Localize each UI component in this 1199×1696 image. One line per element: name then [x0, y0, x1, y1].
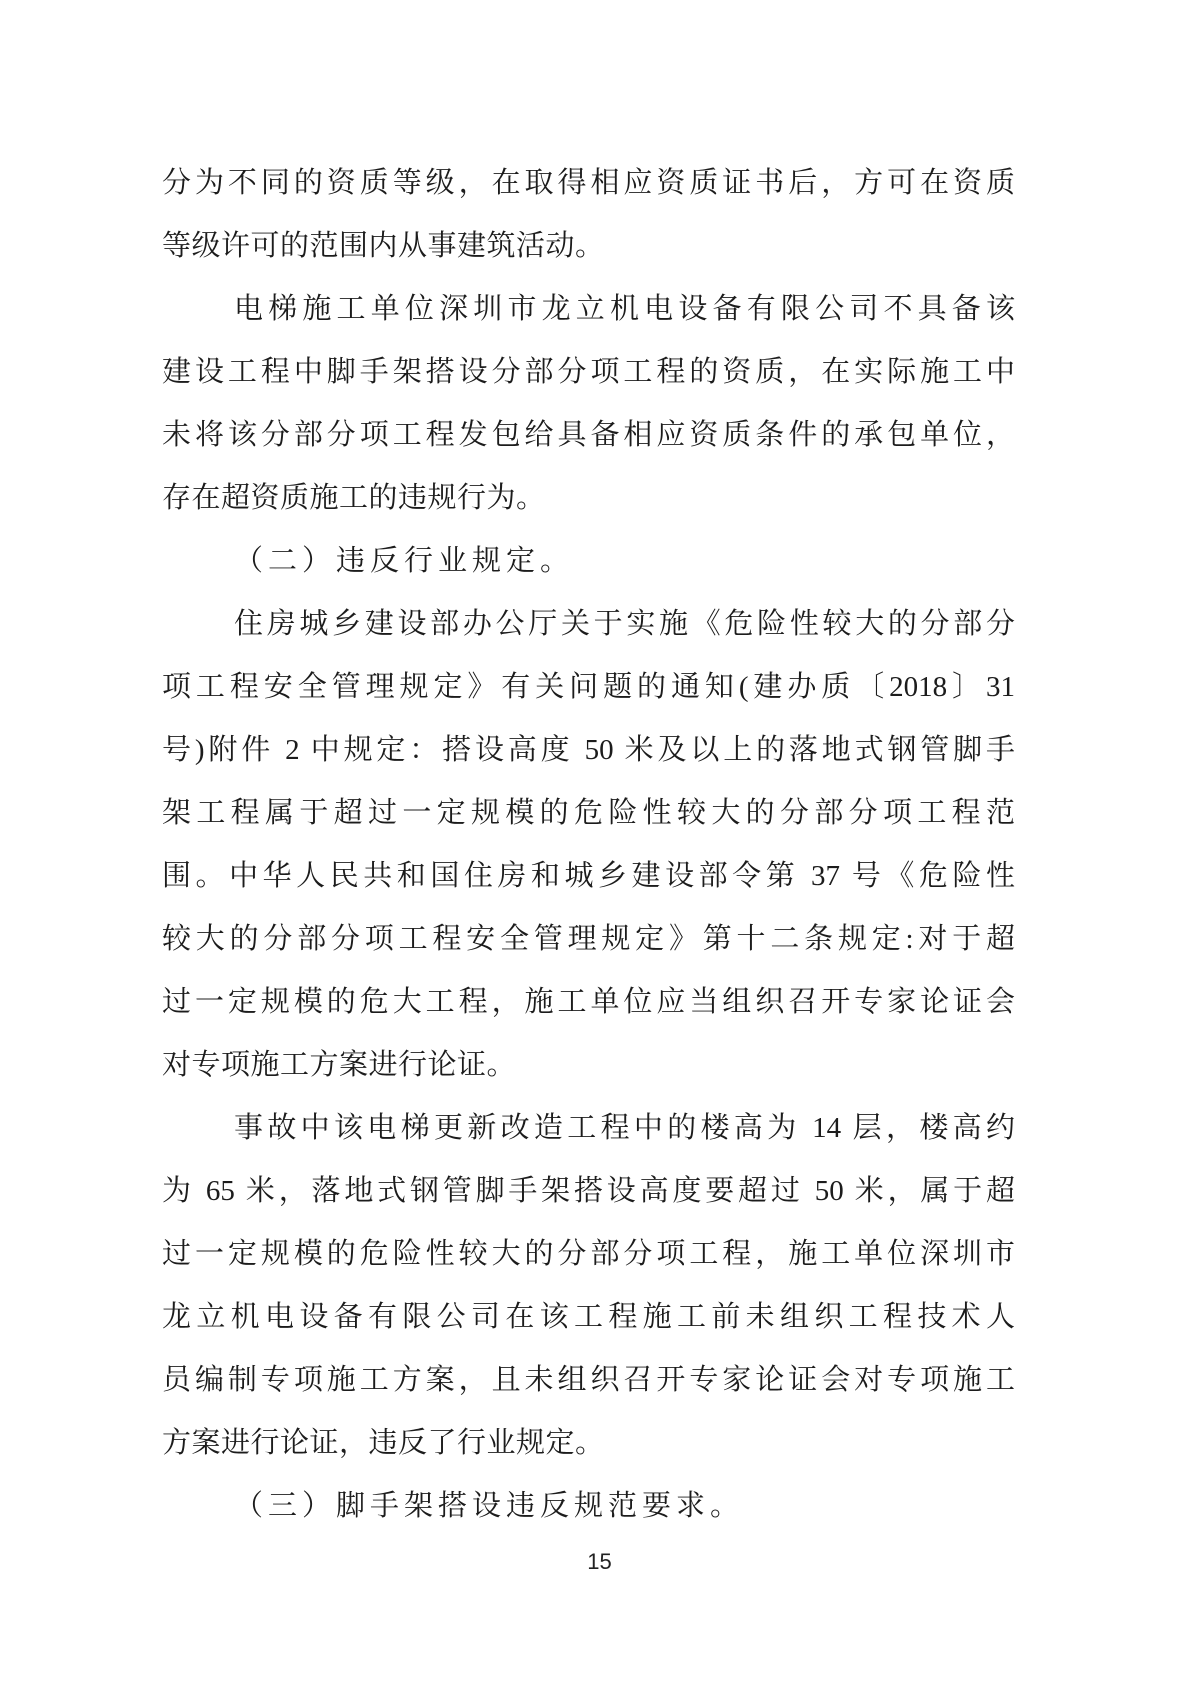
text-line: 号)附件 2 中规定：搭设高度 50 米及以上的落地式钢管脚手	[162, 734, 1015, 766]
text-line: 过一定规模的危险性较大的分部分项工程，施工单位深圳市	[162, 1238, 1015, 1270]
text-line: 住房城乡建设部办公厅关于实施《危险性较大的分部分	[234, 608, 1015, 640]
section-heading-3: （三）脚手架搭设违反规范要求。	[234, 1490, 745, 1522]
text-line: 为 65 米，落地式钢管脚手架搭设高度要超过 50 米，属于超	[162, 1175, 1015, 1207]
text-line: 电梯施工单位深圳市龙立机电设备有限公司不具备该	[234, 293, 1015, 325]
text-line: 对专项施工方案进行论证。	[162, 1049, 517, 1081]
section-heading-2: （二）违反行业规定。	[234, 545, 575, 577]
text-line: 项工程安全管理规定》有关问题的通知(建办质〔2018〕31	[162, 671, 1015, 703]
page-number: 15	[587, 1549, 612, 1574]
text-line: 方案进行论证，违反了行业规定。	[162, 1427, 605, 1459]
text-line: 龙立机电设备有限公司在该工程施工前未组织工程技术人	[162, 1301, 1015, 1333]
text-line: 等级许可的范围内从事建筑活动。	[162, 230, 605, 262]
text-line: 较大的分部分项工程安全管理规定》第十二条规定:对于超	[162, 923, 1015, 955]
text-line: 围。中华人民共和国住房和城乡建设部令第 37 号《危险性	[162, 860, 1015, 892]
text-line: 员编制专项施工方案，且未组织召开专家论证会对专项施工	[162, 1364, 1015, 1396]
document-body	[162, 152, 1015, 1538]
text-line: 事故中该电梯更新改造工程中的楼高为 14 层，楼高约	[234, 1112, 1015, 1144]
text-line: 存在超资质施工的违规行为。	[162, 482, 546, 514]
text-line: 过一定规模的危大工程，施工单位应当组织召开专家论证会	[162, 986, 1015, 1018]
text-line: 建设工程中脚手架搭设分部分项工程的资质，在实际施工中	[162, 356, 1015, 388]
text-line: 架工程属于超过一定规模的危险性较大的分部分项工程范	[162, 797, 1015, 829]
text-line: 分为不同的资质等级，在取得相应资质证书后，方可在资质	[162, 167, 1015, 199]
text-line: 未将该分部分项工程发包给具备相应资质条件的承包单位，	[162, 419, 1015, 451]
